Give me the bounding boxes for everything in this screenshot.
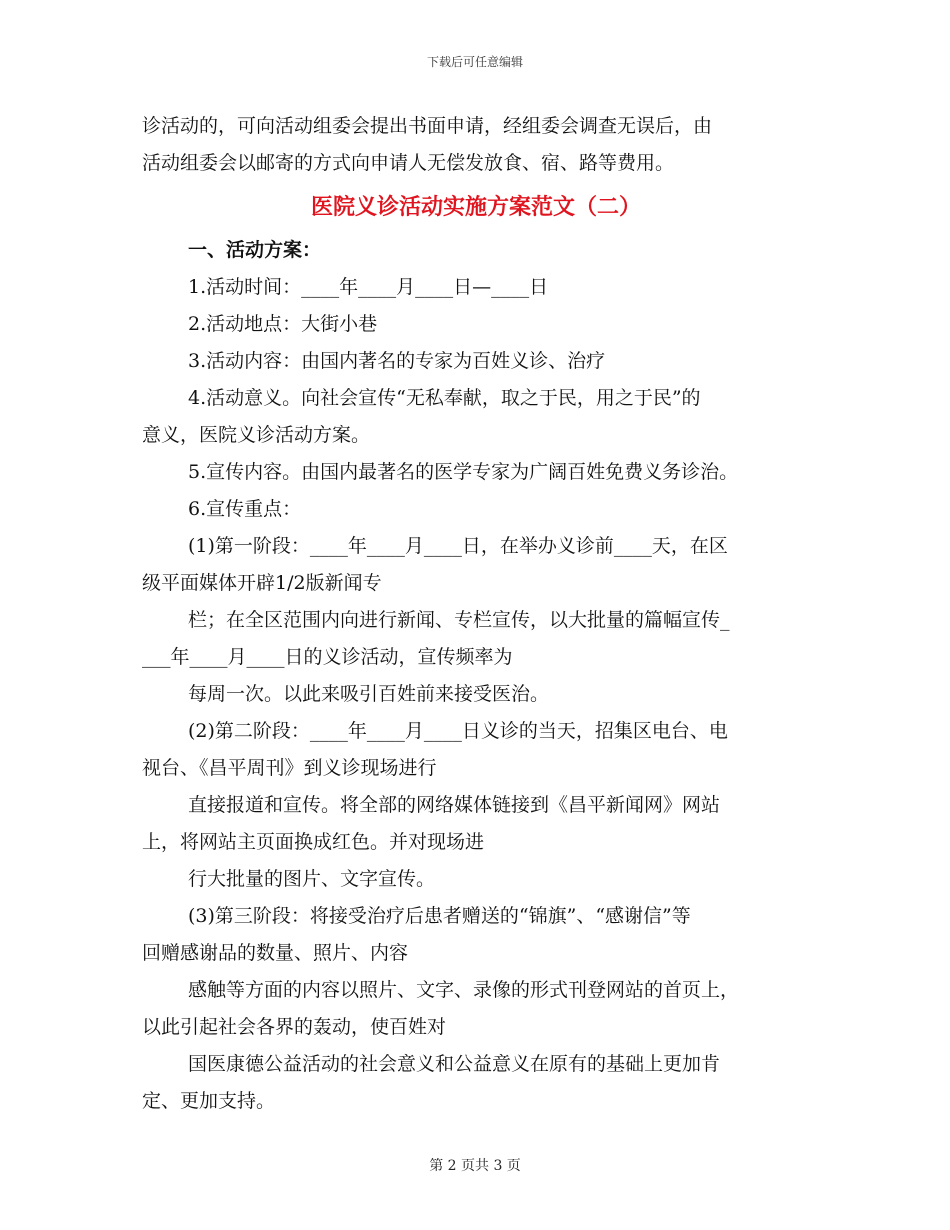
- section-body: [142, 232, 810, 1120]
- paragraph-line: 5.宣传内容。由国内最著名的医学专家为广阔百姓免费义务诊治。: [188, 461, 739, 483]
- paragraph-line: 感触等方面的内容以照片、文字、录像的形式刊登网站的首页上，: [188, 979, 740, 1001]
- page-header: 下载后可任意编辑: [426, 55, 523, 69]
- paragraph-line: (1)第一阶段：____年____月____日，在举办义诊前____天，在区: [188, 535, 728, 557]
- paragraph-line: 定、更加支持。: [142, 1090, 276, 1112]
- paragraph-line: 3.活动内容：由国内著名的专家为百姓义诊、治疗: [188, 350, 606, 372]
- paragraph-line: 回赠感谢品的数量、照片、内容: [142, 942, 409, 964]
- paragraph-line: 上，将网站主页面换成红色。并对现场进: [142, 831, 485, 853]
- paragraph-line: 视台、《昌平周刊》到义诊现场进行: [142, 757, 437, 779]
- paragraph-line: (2)第二阶段：____年____月____日义诊的当天，招集区电台、电: [188, 720, 728, 742]
- paragraph-line: ___年____月____日的义诊活动，宣传频率为: [142, 646, 513, 668]
- paragraph-line: 栏；在全区范围内向进行新闻、专栏宣传，以大批量的篇幅宣传_: [188, 609, 730, 631]
- document-body: [142, 108, 810, 1120]
- paragraph-line: 每周一次。以此来吸引百姓前来接受医治。: [188, 683, 550, 705]
- page-number: 第 2 页共 3 页: [429, 1158, 521, 1174]
- paragraph-line: 以此引起社会各界的轰动，使百姓对: [142, 1016, 447, 1038]
- paragraph-line: 6.宣传重点：: [188, 498, 302, 520]
- section-heading: 一、活动方案：: [188, 239, 322, 261]
- paragraph-line: 1.活动时间：____年____月____日—____日: [188, 276, 549, 298]
- section-title: 医院义诊活动实施方案范文（二）: [310, 194, 641, 220]
- paragraph-line: 行大批量的图片、文字宣传。: [188, 868, 436, 890]
- paragraph-line: 诊活动的，可向活动组委会提出书面申请，经组委会调查无误后，由: [142, 115, 713, 137]
- paragraph-line: 2.活动地点：大街小巷: [188, 313, 378, 335]
- paragraph-line: 意义，医院义诊活动方案。: [142, 424, 371, 446]
- paragraph-line: 活动组委会以邮寄的方式向申请人无偿发放食、宿、路等费用。: [142, 152, 675, 174]
- paragraph-line: 4.活动意义。向社会宣传“无私奉献，取之于民，用之于民”的: [188, 387, 701, 409]
- paragraph-line: 直接报道和宣传。将全部的网络媒体链接到《昌平新闻网》网站: [188, 794, 721, 816]
- paragraph-line: 级平面媒体开辟1/2版新闻专: [142, 572, 382, 594]
- paragraph-line: 国医康德公益活动的社会意义和公益意义在原有的基础上更加肯: [188, 1053, 721, 1075]
- paragraph-line: (3)第三阶段：将接受治疗后患者赠送的“锦旗”、“感谢信”等: [188, 905, 691, 927]
